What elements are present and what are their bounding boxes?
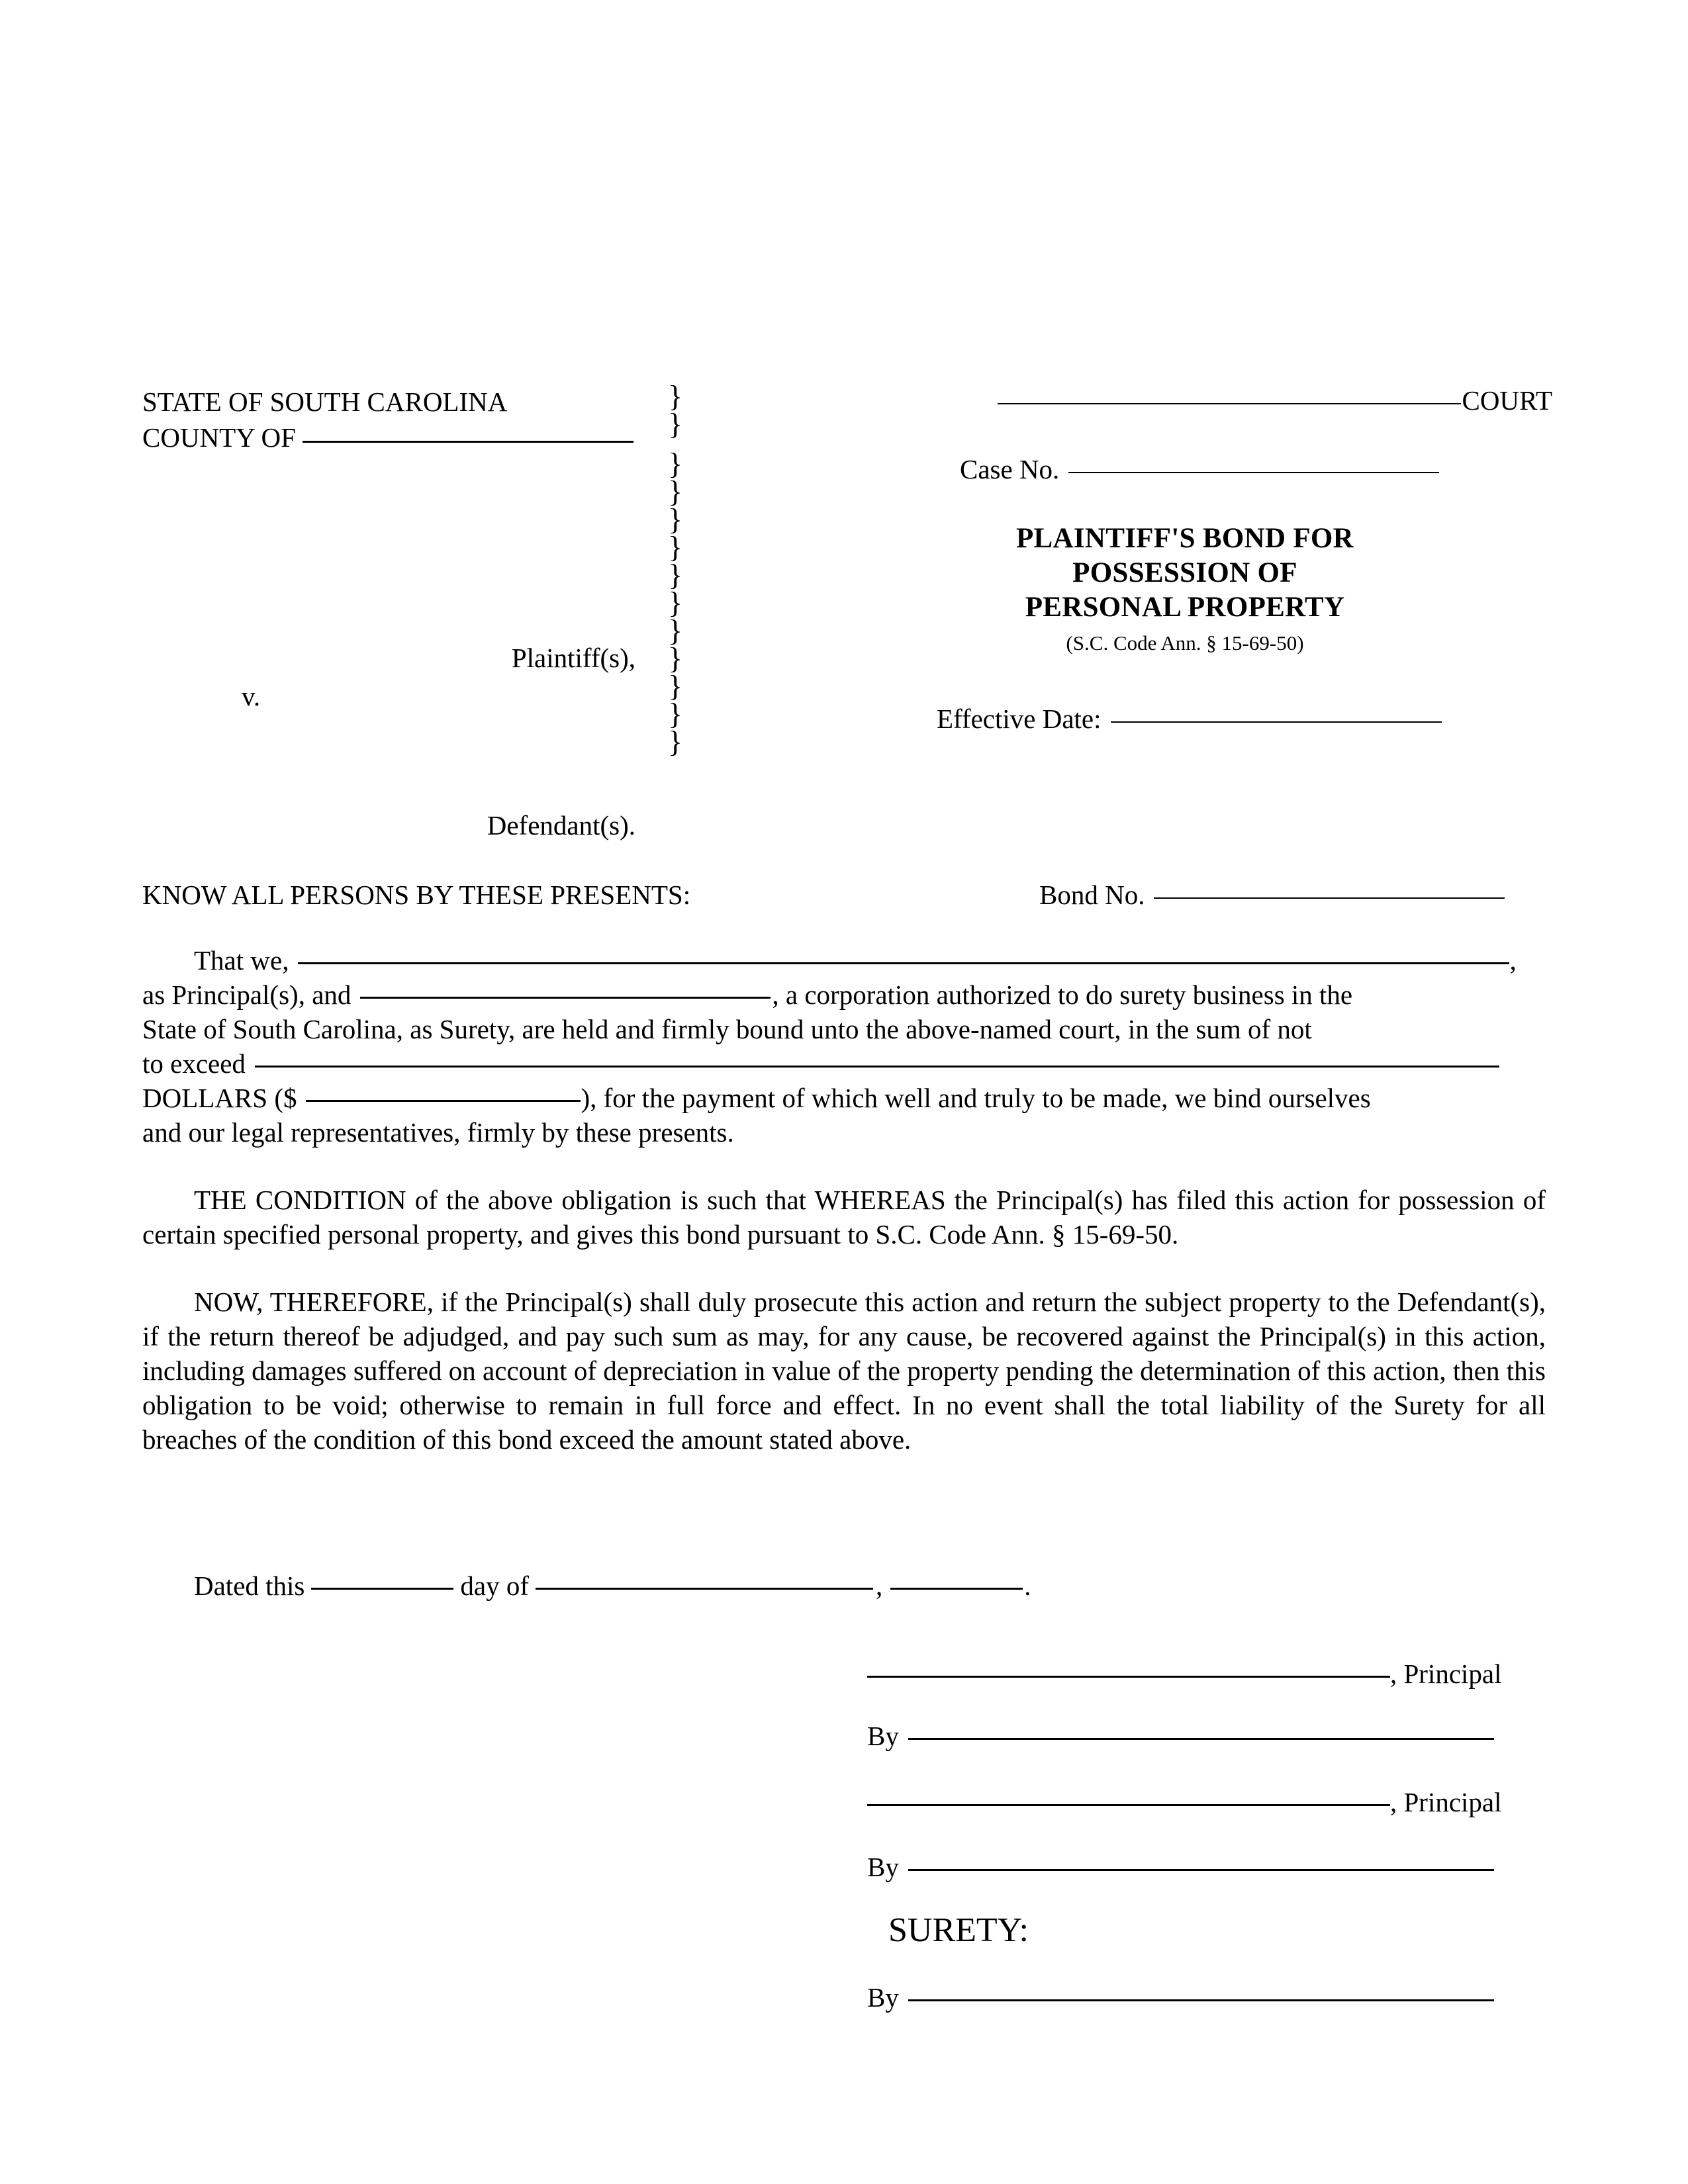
state-surety-line: State of South Carolina, as Surety, are held and firmly bound unto the above-named court, in the sum of not [142, 1014, 1312, 1044]
surety-heading: SURETY: [888, 1911, 1029, 1949]
paragraph-that-we [142, 943, 1546, 1150]
surety-by-blank[interactable] [908, 1999, 1494, 2001]
dated-comma: , [876, 1570, 883, 1601]
as-principal-line [142, 978, 1546, 1012]
signature-block [867, 1625, 1552, 2013]
to-exceed-label: to exceed [142, 1048, 246, 1079]
brace-glyph: } [667, 641, 683, 675]
that-we-comma: , [1509, 945, 1517, 976]
brace-glyph: } [667, 407, 683, 441]
brace-glyph: } [667, 725, 683, 758]
to-exceed-line [142, 1046, 1546, 1081]
brace-glyph: } [667, 586, 683, 619]
document-title-line-1: PLAINTIFF'S BOND FOR [1015, 523, 1354, 554]
caption-brace-body [652, 447, 698, 758]
amount-figures-blank[interactable] [306, 1100, 581, 1102]
principal-by-row-2 [867, 1851, 1552, 1883]
dollars-line [142, 1081, 1546, 1115]
payment-clause: ), for the payment of which well and truly to be made, we bind ourselves [581, 1083, 1371, 1113]
legal-representatives-line: and our legal representatives, firmly by these presents. [142, 1117, 734, 1148]
plaintiff-label: Plaintiff(s), [511, 643, 635, 673]
principal-2-label: , Principal [1390, 1787, 1502, 1817]
by-label-1: By [867, 1721, 899, 1751]
principal-signature-row-1 [867, 1658, 1552, 1690]
principal-name-blank[interactable] [298, 962, 1509, 964]
principal-1-by-blank[interactable] [908, 1738, 1494, 1740]
dated-day-blank[interactable] [311, 1588, 453, 1590]
court-line [818, 384, 1552, 417]
day-of-label: day of [460, 1570, 529, 1601]
brace-glyph: } [667, 475, 683, 508]
brace-glyph: } [667, 614, 683, 647]
bond-number-line [1039, 879, 1505, 911]
principal-1-label: , Principal [1390, 1659, 1502, 1689]
caption-left-column [142, 379, 705, 841]
document-title [818, 522, 1552, 625]
as-principal-label: as Principal(s), and [142, 979, 352, 1010]
brace-glyph: } [667, 530, 683, 564]
surety-company-blank[interactable] [360, 997, 771, 999]
that-we-label: That we, [194, 945, 289, 976]
dated-line [142, 1570, 1031, 1602]
know-all-persons-text: KNOW ALL PERSONS BY THESE PRESENTS: [142, 880, 691, 910]
court-name-blank[interactable] [998, 403, 1461, 404]
court-label: COURT [1462, 385, 1552, 416]
dated-year-blank[interactable] [890, 1588, 1023, 1590]
versus-label: v. [242, 681, 261, 711]
brace-glyph: } [667, 502, 683, 536]
effective-date-line [818, 703, 1552, 735]
amount-words-blank[interactable] [255, 1066, 1499, 1068]
statute-citation: (S.C. Code Ann. § 15-69-50) [1066, 631, 1304, 655]
brace-glyph: } [667, 558, 683, 592]
principal-signature-row-2 [867, 1786, 1552, 1818]
case-number-line [818, 453, 1552, 485]
corporation-clause: , a corporation authorized to do surety business in the [772, 979, 1353, 1010]
case-no-label: Case No. [960, 454, 1060, 484]
brace-glyph: } [667, 697, 683, 731]
caption-brace-top [652, 379, 698, 441]
state-label: STATE OF SOUTH CAROLINA [142, 387, 508, 417]
document-body [142, 943, 1546, 1490]
by-label-2: By [867, 1852, 899, 1882]
bond-no-label: Bond No. [1039, 880, 1145, 910]
effective-date-blank[interactable] [1111, 721, 1442, 723]
defendant-label: Defendant(s). [487, 810, 635, 841]
paragraph-now-therefore: NOW, THEREFORE, if the Principal(s) shall duly prosecute this action and return the subject property to the Defendant(s), if the return thereof be adjudged, and pay such sum as may, for any cause, be recovered against the Principal(s) in this action, including damages suffered on account of depreciation in value of the property pending the determination of this action, then this obligation to be void; otherwise to remain in full force and effect. In no event shall the total liability of the Surety for all breaches of the condition of this bond exceed the amount stated above. [142, 1287, 1546, 1455]
document-title-line-3: PERSONAL PROPERTY [1025, 592, 1345, 623]
dated-this-label: Dated this [194, 1570, 305, 1601]
bond-no-blank[interactable] [1154, 897, 1505, 899]
dollars-label: DOLLARS ($ [142, 1083, 297, 1113]
principal-1-blank[interactable] [867, 1676, 1390, 1678]
principal-2-blank[interactable] [867, 1804, 1390, 1806]
document-title-line-2: POSSESSION OF [1072, 557, 1297, 588]
principal-2-by-blank[interactable] [908, 1869, 1494, 1871]
dated-period: . [1024, 1570, 1031, 1601]
caption-right-column [818, 384, 1552, 735]
effective-date-label: Effective Date: [937, 704, 1102, 734]
brace-glyph: } [667, 447, 683, 480]
brace-glyph: } [667, 669, 683, 703]
dated-month-blank[interactable] [536, 1588, 873, 1590]
case-no-blank[interactable] [1068, 472, 1439, 473]
by-label-3: By [867, 1982, 899, 2013]
surety-by-row [867, 1981, 1552, 2013]
that-we-line [142, 943, 1546, 978]
county-blank[interactable] [303, 441, 633, 443]
county-line [142, 420, 705, 455]
brace-glyph: } [667, 379, 683, 413]
paragraph-the-condition: THE CONDITION of the above obligation is such that WHEREAS the Principal(s) has filed this action for possession of certain specified personal property, and gives this bond pursuant to S.C. Code Ann. § 15-69-50. [142, 1185, 1546, 1250]
county-label: COUNTY OF [142, 422, 296, 453]
principal-by-row-1 [867, 1720, 1552, 1752]
